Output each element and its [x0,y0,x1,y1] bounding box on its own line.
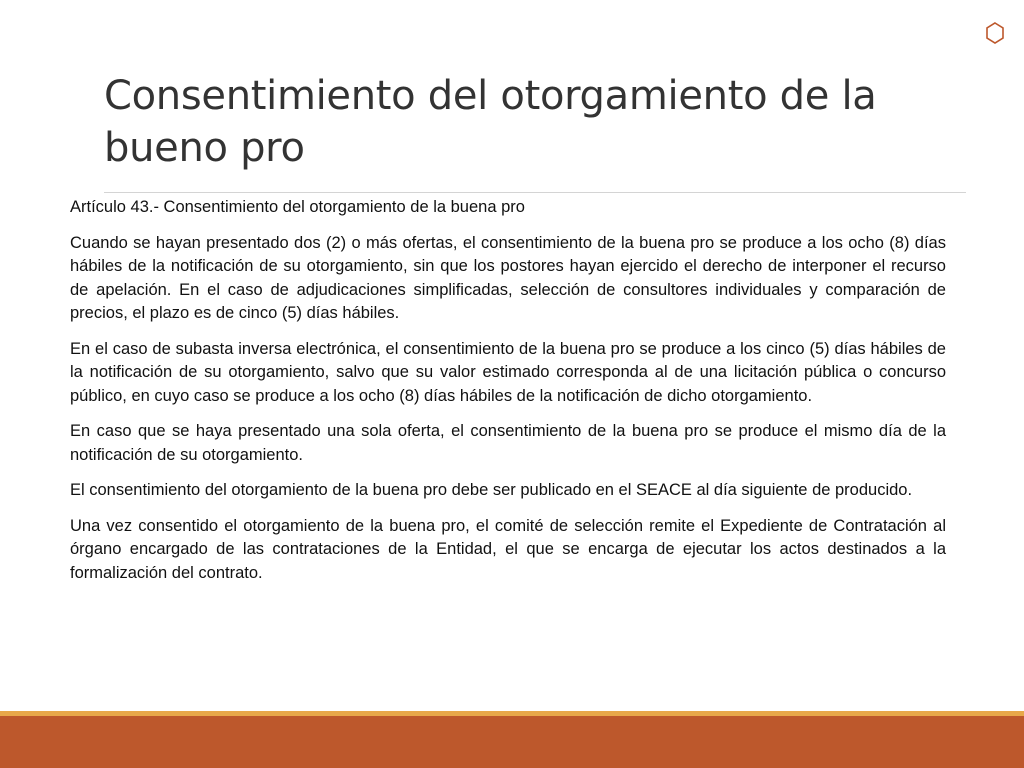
article-heading: Artículo 43.- Consentimiento del otorgamiento de la buena pro [70,198,525,216]
footer-bar [0,716,1024,768]
slide-body [70,196,946,597]
paragraph-multiple-offers: Cuando se hayan presentado dos (2) o más ofertas, el consentimiento de la buena pro se produce a los ocho (8) días hábiles de la notificación de su otorgamiento, sin que los postores hayan ejercido el derecho de interponer el recurso de apelación. En el caso de adjudicaciones simplificadas, selección de consultores individuales y comparación de precios, el plazo es de cinco (5) días hábiles. [70,233,946,322]
slide-title: Consentimiento del otorgamiento de la bueno pro [104,73,877,171]
paragraph-contract-formalization: Una vez consentido el otorgamiento de la buena pro, el comité de selección remite el Expediente de Contratación al órgano encargado de las contrataciones de la Entidad, el que se encarga de ejecutar los actos destinados a la formalización del contrato. [70,516,946,582]
title-divider [104,192,966,193]
paragraph-single-offer: En caso que se haya presentado una sola oferta, el consentimiento de la buena pro se produce el mismo día de la notificación de su otorgamiento. [70,422,946,464]
hexagon-outline-icon [986,22,1004,44]
paragraph-seace-publication: El consentimiento del otorgamiento de la buena pro debe ser publicado en el SEACE al día siguiente de producido. [70,481,913,499]
paragraph-reverse-auction: En el caso de subasta inversa electrónica, el consentimiento de la buena pro se produce a los cinco (5) días hábiles de la notificación de su otorgamiento, salvo que su valor estimado corresponda al de una licitación pública o concurso público, en cuyo caso se produce a los ocho (8) días hábiles de la notificación de dicho otorgamiento. [70,339,946,405]
